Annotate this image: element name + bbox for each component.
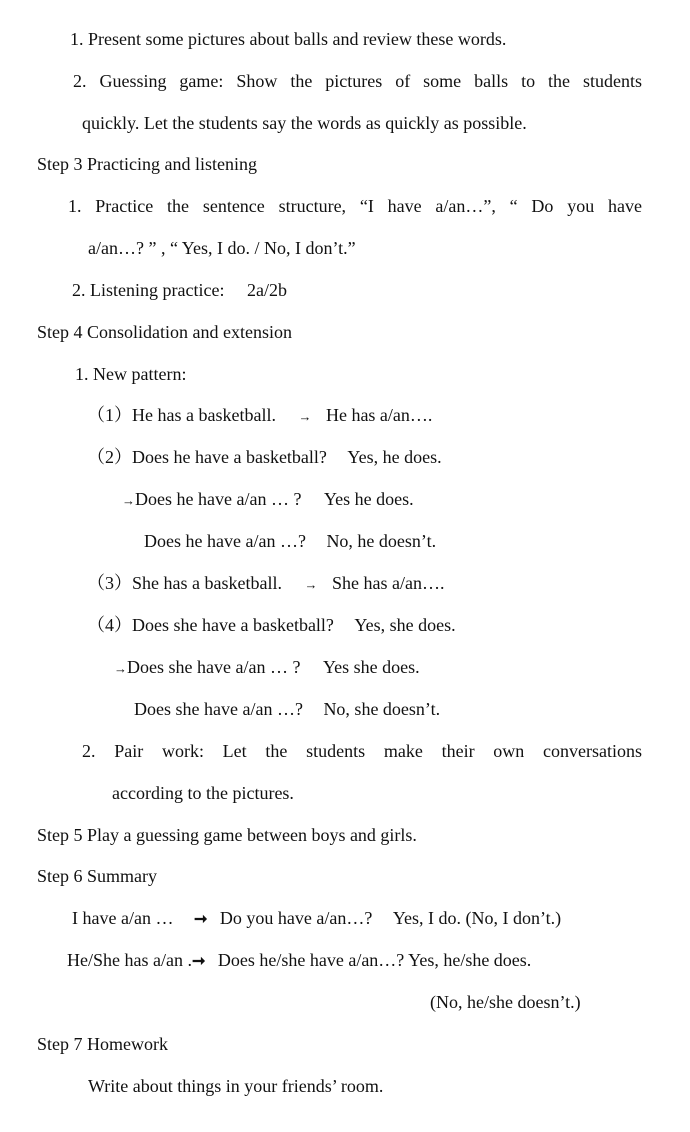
summary-row-3: (No, he/she doesn’t.) (430, 992, 581, 1012)
summary-row-2-mid: Does he/she have a/an…? Yes, he/she does. (217, 950, 532, 970)
pattern-2b-question: Does he have a/an … ? (135, 489, 302, 509)
pattern-4 (87, 613, 456, 637)
arrow-icon: → (122, 493, 135, 508)
pattern-2c-answer: No, he doesn’t. (326, 531, 437, 551)
new-pattern-label: 1. New pattern: (75, 364, 187, 384)
step3-heading: Step 3 Practicing and listening (37, 154, 257, 174)
pattern-4-question: （4）Does she have a basketball? (87, 615, 334, 635)
arrow-icon: → (114, 661, 127, 676)
step6-heading: Step 6 Summary (37, 866, 157, 886)
summary-row-2-left: He/She has a/an . (67, 950, 192, 970)
arrow-icon: → (304, 577, 318, 592)
step7-heading: Step 7 Homework (37, 1034, 168, 1054)
step4-heading: Step 4 Consolidation and extension (37, 322, 292, 342)
pair-work-line-2: according to the pictures. (112, 783, 294, 803)
pattern-2-question: （2）Does he have a basketball? (87, 447, 327, 467)
step2-item-2-line-2: quickly. Let the students say the words as quickly as possible. (82, 113, 527, 133)
pattern-4c (134, 697, 440, 721)
pattern-4b-answer: Yes she does. (322, 657, 420, 677)
pattern-2c (144, 529, 436, 553)
pattern-2b (122, 487, 414, 513)
summary-row-1-left: I have a/an … (72, 908, 174, 928)
step2-item-2-line-1: 2. Guessing game: Show the pictures of some balls to the students (73, 71, 642, 91)
pattern-2 (87, 445, 442, 469)
pattern-2b-answer: Yes he does. (323, 489, 414, 509)
pattern-4c-question: Does she have a/an …? (134, 699, 303, 719)
pattern-2-answer: Yes, he does. (347, 447, 442, 467)
arrow-icon: → (298, 409, 312, 424)
pattern-4c-answer: No, she doesn’t. (323, 699, 441, 719)
pattern-4b-question: Does she have a/an … ? (127, 657, 301, 677)
summary-row-1-mid: Do you have a/an…? (219, 908, 373, 928)
step3-item-1-line-1: 1. Practice the sentence structure, “I have a/an…”, “ Do you have (68, 196, 642, 216)
pattern-3-right: She has a/an…. (331, 573, 445, 593)
pattern-1-left: （1）He has a basketball. (87, 405, 276, 425)
step5-heading: Step 5 Play a guessing game between boys and girls. (37, 825, 417, 845)
pattern-1 (87, 403, 432, 429)
pattern-3-left: （3）She has a basketball. (87, 573, 282, 593)
listening-value: 2a/2b (246, 280, 287, 300)
summary-row-2 (67, 948, 531, 974)
pattern-4-answer: Yes, she does. (354, 615, 456, 635)
bold-arrow-icon: ➞ (193, 911, 208, 928)
summary-row-1-right: Yes, I do. (No, I don’t.) (392, 908, 562, 928)
listening-label: 2. Listening practice: (72, 280, 225, 300)
homework-text: Write about things in your friends’ room. (88, 1076, 384, 1096)
step2-item-1: 1. Present some pictures about balls and review these words. (70, 29, 507, 49)
bold-arrow-icon: ➞ (191, 953, 206, 970)
summary-row-1 (72, 906, 561, 932)
pattern-2c-question: Does he have a/an …? (144, 531, 306, 551)
pair-work-line-1: 2. Pair work: Let the students make their own conversations (82, 741, 642, 761)
step3-item-2 (72, 278, 287, 302)
pattern-1-right: He has a/an…. (325, 405, 433, 425)
pattern-3 (87, 571, 444, 597)
step3-item-1-line-2: a/an…? ” , “ Yes, I do. / No, I don’t.” (88, 238, 356, 258)
pattern-4b (114, 655, 420, 681)
